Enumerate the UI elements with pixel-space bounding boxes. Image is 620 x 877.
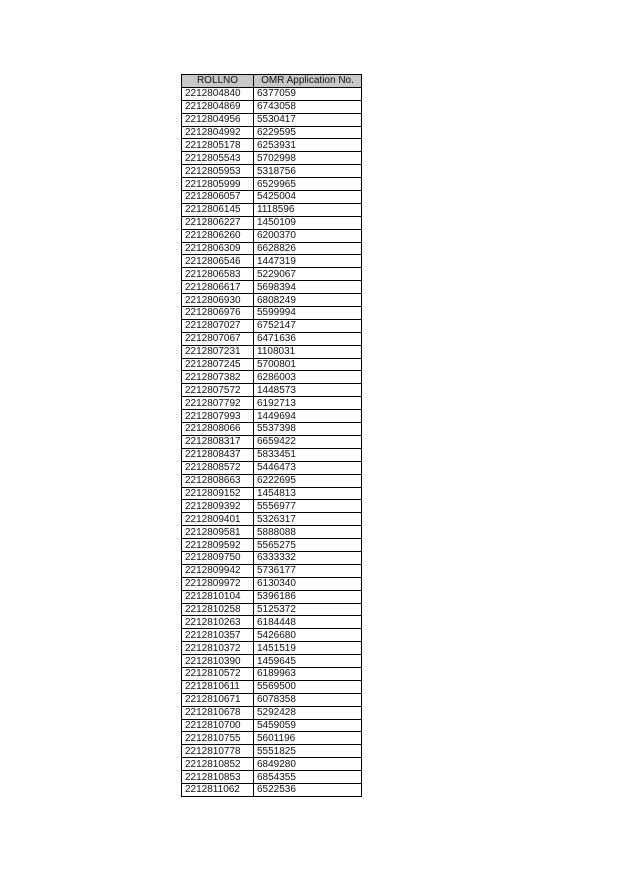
roll-number-cell: 2212807231 [182,345,254,358]
roll-number-cell: 2212806057 [182,191,254,204]
roll-number-cell: 2212808066 [182,423,254,436]
table-row [182,474,362,487]
roll-number-cell: 2212807792 [182,397,254,410]
roll-number-cell: 2212810778 [182,745,254,758]
omr-application-number-cell: 1449694 [254,410,362,423]
omr-application-number-cell: 1450109 [254,216,362,229]
omr-application-number-cell: 5700801 [254,358,362,371]
omr-application-number-cell: 6222695 [254,474,362,487]
table-row [182,242,362,255]
omr-application-number-cell: 6854355 [254,771,362,784]
roll-number-cell: 2212805178 [182,139,254,152]
roll-number-cell: 2212808317 [182,435,254,448]
omr-application-number-cell: 6184448 [254,616,362,629]
table-row [182,255,362,268]
table-row [182,758,362,771]
table-row [182,113,362,126]
omr-application-number-cell: 5425004 [254,191,362,204]
roll-number-cell: 2212807027 [182,319,254,332]
roll-number-cell: 2212810372 [182,642,254,655]
roll-number-cell: 2212807572 [182,384,254,397]
omr-application-number-cell: 5530417 [254,113,362,126]
roll-number-cell: 2212810357 [182,629,254,642]
roll-number-cell: 2212810611 [182,680,254,693]
table-row [182,500,362,513]
roll-number-cell: 2212806930 [182,294,254,307]
omr-application-number-cell: 6808249 [254,294,362,307]
roll-number-cell: 2212806617 [182,281,254,294]
omr-application-number-cell: 1108031 [254,345,362,358]
omr-application-number-cell: 5326317 [254,513,362,526]
table-row [182,693,362,706]
table-row [182,165,362,178]
omr-application-number-cell: 5537398 [254,423,362,436]
omr-application-number-cell: 6471636 [254,332,362,345]
roll-number-cell: 2212806546 [182,255,254,268]
roll-number-cell: 2212809152 [182,487,254,500]
table-row [182,358,362,371]
roll-number-table [181,74,362,797]
table-row [182,487,362,500]
omr-application-number-cell: 1454813 [254,487,362,500]
table-row [182,564,362,577]
roll-number-cell: 2212806976 [182,307,254,320]
roll-number-cell: 2212809592 [182,539,254,552]
table-row [182,577,362,590]
omr-application-number-cell: 5599994 [254,307,362,320]
roll-number-cell: 2212807993 [182,410,254,423]
table-row [182,100,362,113]
table-row [182,616,362,629]
table-row [182,281,362,294]
table-row [182,384,362,397]
omr-application-number-cell: 5292428 [254,706,362,719]
omr-application-number-cell: 1451519 [254,642,362,655]
omr-application-number-cell: 5318756 [254,165,362,178]
roll-number-cell: 2212810572 [182,667,254,680]
table-row [182,152,362,165]
table-row [182,229,362,242]
roll-number-cell: 2212806309 [182,242,254,255]
table-row [182,706,362,719]
table-row [182,435,362,448]
table-row [182,590,362,603]
table-row [182,332,362,345]
roll-number-cell: 2212810852 [182,758,254,771]
roll-number-cell: 2212809942 [182,564,254,577]
table-header-row [182,75,362,88]
omr-application-number-cell: 6849280 [254,758,362,771]
omr-application-number-cell: 1118596 [254,203,362,216]
table-row [182,294,362,307]
omr-application-number-cell: 6229595 [254,126,362,139]
roll-number-cell: 2212809750 [182,551,254,564]
roll-number-cell: 2212810104 [182,590,254,603]
omr-application-number-cell: 5556977 [254,500,362,513]
omr-application-number-cell: 5601196 [254,732,362,745]
omr-application-number-cell: 5459059 [254,719,362,732]
table-row [182,771,362,784]
roll-number-cell: 2212810853 [182,771,254,784]
roll-number-cell: 2212805999 [182,178,254,191]
table-row [182,539,362,552]
omr-application-number-cell: 5736177 [254,564,362,577]
omr-application-number-cell: 5125372 [254,603,362,616]
roll-number-cell: 2212806583 [182,268,254,281]
omr-application-number-cell: 5551825 [254,745,362,758]
table-row [182,203,362,216]
roll-number-cell: 2212807245 [182,358,254,371]
roll-number-cell: 2212806227 [182,216,254,229]
table-row [182,667,362,680]
omr-application-number-cell: 6333332 [254,551,362,564]
roll-number-cell: 2212808663 [182,474,254,487]
omr-application-number-cell: 6522536 [254,783,362,796]
roll-number-cell: 2212810258 [182,603,254,616]
omr-application-number-cell: 5446473 [254,461,362,474]
roll-number-cell: 2212805953 [182,165,254,178]
table-row [182,423,362,436]
table-row [182,268,362,281]
table-row [182,551,362,564]
omr-application-number-cell: 6628826 [254,242,362,255]
table-row [182,191,362,204]
table-row [182,139,362,152]
omr-application-number-cell: 6130340 [254,577,362,590]
table-row [182,126,362,139]
omr-application-number-cell: 6752147 [254,319,362,332]
table-row [182,629,362,642]
table-row [182,410,362,423]
table-row [182,783,362,796]
roll-number-cell: 2212809581 [182,526,254,539]
omr-application-number-cell: 5888088 [254,526,362,539]
omr-application-number-cell: 6200370 [254,229,362,242]
omr-application-number-cell: 5569500 [254,680,362,693]
roll-number-cell: 2212810671 [182,693,254,706]
roll-number-cell: 2212806145 [182,203,254,216]
omr-application-number-cell: 6743058 [254,100,362,113]
table-row [182,642,362,655]
roll-number-cell: 2212809401 [182,513,254,526]
omr-application-number-cell: 5698394 [254,281,362,294]
table-row [182,745,362,758]
roll-number-cell: 2212811062 [182,783,254,796]
table-row [182,371,362,384]
roll-number-cell: 2212806260 [182,229,254,242]
table-row [182,448,362,461]
roll-number-cell: 2212808572 [182,461,254,474]
omr-application-number-cell: 6529965 [254,178,362,191]
table-row [182,732,362,745]
omr-application-number-cell: 6189963 [254,667,362,680]
omr-application-number-cell: 5396186 [254,590,362,603]
omr-application-number-cell: 1459645 [254,655,362,668]
table-row [182,526,362,539]
table-row [182,719,362,732]
table-row [182,87,362,100]
omr-application-number-cell: 6659422 [254,435,362,448]
roll-number-cell: 2212810700 [182,719,254,732]
omr-application-number-cell: 5833451 [254,448,362,461]
table-row [182,680,362,693]
roll-number-cell: 2212805543 [182,152,254,165]
roll-number-cell: 2212804869 [182,100,254,113]
table-row [182,307,362,320]
omr-application-number-cell: 5229067 [254,268,362,281]
omr-application-number-cell: 6286003 [254,371,362,384]
omr-application-number-cell: 6253931 [254,139,362,152]
roll-number-cell: 2212804956 [182,113,254,126]
table-row [182,603,362,616]
omr-application-number-cell: 1448573 [254,384,362,397]
roll-number-cell: 2212810755 [182,732,254,745]
table-body [182,87,362,796]
roll-number-cell: 2212810390 [182,655,254,668]
omr-application-column-header: OMR Application No. [254,75,362,88]
table-row [182,216,362,229]
table-row [182,397,362,410]
roll-number-cell: 2212809392 [182,500,254,513]
table-row [182,655,362,668]
roll-number-cell: 2212807067 [182,332,254,345]
omr-application-number-cell: 5565275 [254,539,362,552]
omr-application-number-cell: 5702998 [254,152,362,165]
omr-application-number-cell: 5426680 [254,629,362,642]
table-row [182,461,362,474]
table-row [182,178,362,191]
roll-number-cell: 2212804840 [182,87,254,100]
table-row [182,345,362,358]
rollno-column-header: ROLLNO [182,75,254,88]
roll-number-cell: 2212810263 [182,616,254,629]
roll-number-cell: 2212808437 [182,448,254,461]
table-row [182,319,362,332]
omr-application-number-cell: 6192713 [254,397,362,410]
roll-number-cell: 2212804992 [182,126,254,139]
table-row [182,513,362,526]
roll-number-cell: 2212810678 [182,706,254,719]
omr-application-number-cell: 6377059 [254,87,362,100]
omr-application-number-cell: 6078358 [254,693,362,706]
omr-application-number-cell: 1447319 [254,255,362,268]
roll-number-cell: 2212807382 [182,371,254,384]
roll-number-cell: 2212809972 [182,577,254,590]
